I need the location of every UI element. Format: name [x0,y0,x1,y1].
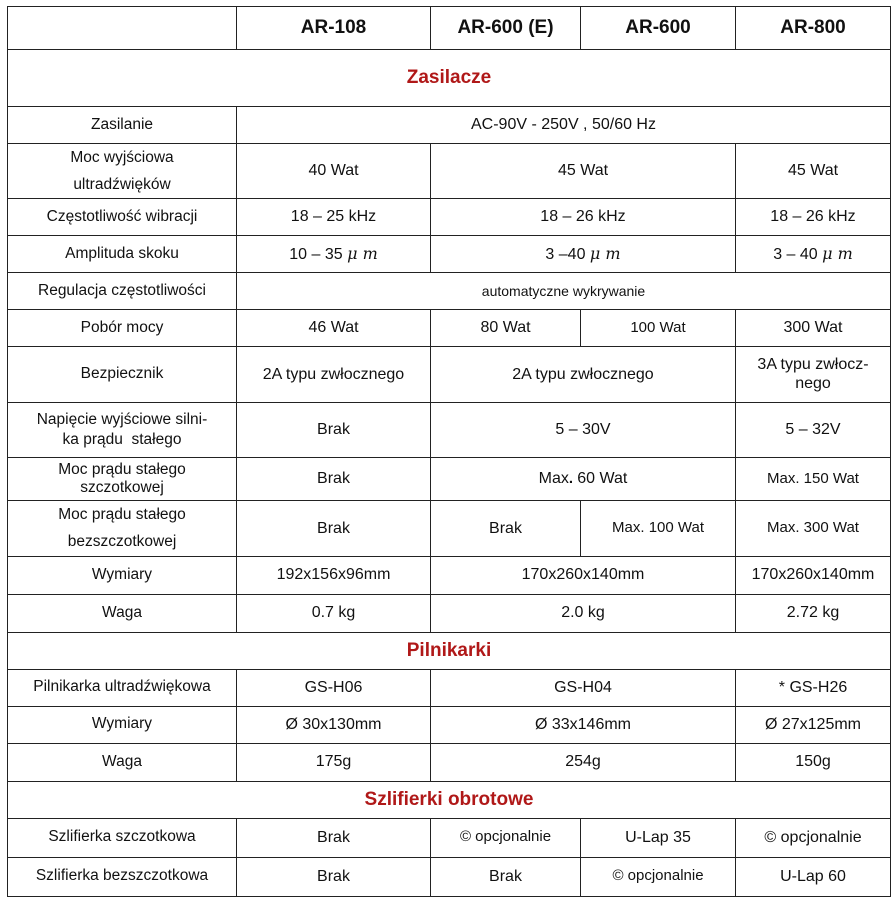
row-regulacja [8,273,891,310]
label-napiecie [8,403,237,458]
label-line-2: bezszczotkowej [67,533,177,551]
label-wymiary: Wymiary [8,556,237,594]
row-pilnikarka-wymiary [8,706,891,743]
value-ar-800: Max. 300 Wat [736,501,891,556]
header-row [8,7,891,50]
row-moc-ultradzwiekow [8,144,891,199]
value-ar-600: 18 – 26 kHz [431,199,736,236]
label-line-2: ka prądu stałego [62,431,182,449]
value-line-1: 3A typu zwłocz- [757,356,869,374]
label-waga: Waga [8,743,237,781]
value-ar-108: Brak [237,857,431,896]
value-ar-800: 18 – 26 kHz [736,199,891,236]
section-szlifierki: Szlifierki obrotowe [8,781,891,818]
value-ar-108 [237,236,431,273]
section-pilnikarki: Pilnikarki [8,632,891,669]
section-zasilacze: Zasilacze [8,50,891,107]
value-ar-800: * GS-H26 [736,669,891,706]
value-ar-600: 2A typu zwłocznego [431,347,736,403]
row-moc-szczotkowej [8,458,891,501]
value-ar-600: 5 – 30V [431,403,736,458]
value-ar-600-e: Brak [431,857,581,896]
value-ar-600: 254g [431,743,736,781]
value-ar-800 [736,347,891,403]
label-line-1: Moc prądu stałego [58,460,186,478]
label-szlifierka-bezszczotkowa: Szlifierka bezszczotkowa [8,857,237,896]
max-value: 100 Wat [648,519,704,537]
amplitude-range: 10 – 35 [289,245,348,263]
value-ar-800: Max. 150 Wat [736,458,891,501]
value-ar-108: 46 Wat [237,310,431,347]
value-ar-600-e: 80 Wat [431,310,581,347]
row-moc-bezszczotkowej [8,501,891,556]
value-zasilanie: AC-90V - 250V , 50/60 Hz [237,107,891,144]
value-ar-800: 300 Wat [736,310,891,347]
amplitude-range: 3 –40 [545,245,590,263]
micrometer-unit: μ m [347,243,378,263]
separator-dot: . [640,519,649,537]
label-line-1: Moc wyjściowa [70,149,174,166]
row-napiecie [8,403,891,458]
value-ar-600: Ø 33x146mm [431,706,736,743]
row-szlifierka-szczotkowa [8,818,891,857]
row-amplituda [8,236,891,273]
model-ar-600: AR-600 [581,7,736,50]
value-ar-800: 150g [736,743,891,781]
value-ar-600: 170x260x140mm [431,556,736,594]
value-ar-600: 100 Wat [581,310,736,347]
row-szlifierka-bezszczotkowa [8,857,891,896]
label-moc-szczotkowej [8,458,237,501]
spec-table [7,6,891,897]
value-ar-800: 170x260x140mm [736,556,891,594]
value-line-2: nego [795,374,831,392]
label-moc-bezszczotkowej [8,501,237,556]
label-szlifierka-szczotkowa: Szlifierka szczotkowa [8,818,237,857]
label-amplituda: Amplituda skoku [8,236,237,273]
value-ar-108: 40 Wat [237,144,431,199]
value-ar-600-e: © opcjonalnie [431,818,581,857]
model-ar-108: AR-108 [237,7,431,50]
value-ar-108: Brak [237,458,431,501]
separator-dot: . [568,470,578,488]
label-bezpiecznik: Bezpiecznik [8,347,237,403]
row-waga [8,594,891,632]
header-corner [8,7,237,50]
value-ar-108: Brak [237,818,431,857]
value-ar-108: GS-H06 [237,669,431,706]
label-line-1: Moc prądu stałego [58,506,186,524]
value-ar-800: © opcjonalnie [736,818,891,857]
model-ar-800: AR-800 [736,7,891,50]
max-value: 60 Wat [577,470,628,488]
row-zasilanie [8,107,891,144]
label-wymiary: Wymiary [8,706,237,743]
label-pobor-mocy: Pobór mocy [8,310,237,347]
value-ar-108: 18 – 25 kHz [237,199,431,236]
row-czestotliwosc [8,199,891,236]
value-ar-600 [581,501,736,556]
value-ar-108: 2A typu zwłocznego [237,347,431,403]
label-line-2: ultradźwięków [73,176,171,194]
value-ar-800: 45 Wat [736,144,891,199]
value-ar-800: U-Lap 60 [736,857,891,896]
row-pilnikarka [8,669,891,706]
label-regulacja: Regulacja częstotliwości [8,273,237,310]
amplitude-range: 3 – 40 [773,245,823,263]
value-ar-600 [431,458,736,501]
value-ar-600: U-Lap 35 [581,818,736,857]
value-ar-600: 45 Wat [431,144,736,199]
row-pilnikarka-waga [8,743,891,781]
value-ar-108: 175g [237,743,431,781]
value-ar-600 [431,236,736,273]
micrometer-unit: μ m [589,243,621,263]
value-ar-800: 2.72 kg [736,594,891,632]
label-pilnikarka: Pilnikarka ultradźwiękowa [8,669,237,706]
value-regulacja: automatyczne wykrywanie [237,273,891,310]
value-ar-108: 192x156x96mm [237,556,431,594]
value-ar-600: GS-H04 [431,669,736,706]
value-ar-108: Ø 30x130mm [237,706,431,743]
label-waga: Waga [8,594,237,632]
value-ar-800: 5 – 32V [736,403,891,458]
value-ar-800: Ø 27x125mm [736,706,891,743]
value-ar-108: Brak [237,403,431,458]
row-bezpiecznik [8,347,891,403]
row-pobor-mocy [8,310,891,347]
max-prefix: Max [538,470,569,488]
value-ar-108: 0.7 kg [237,594,431,632]
label-zasilanie: Zasilanie [8,107,237,144]
label-czestotliwosc: Częstotliwość wibracji [8,199,237,236]
label-line-2: szczotkowej [80,479,164,497]
micrometer-unit: μ m [822,243,853,263]
value-ar-800 [736,236,891,273]
value-ar-600-e: Brak [431,501,581,556]
label-moc-ultradzwiekow [8,144,237,199]
label-line-1: Napięcie wyjściowe silni- [36,411,208,429]
value-ar-108: Brak [237,501,431,556]
max-prefix: Max [612,519,641,537]
value-ar-600: 2.0 kg [431,594,736,632]
row-wymiary [8,556,891,594]
model-ar-600-e: AR-600 (E) [431,7,581,50]
value-ar-600: © opcjonalnie [581,857,736,896]
